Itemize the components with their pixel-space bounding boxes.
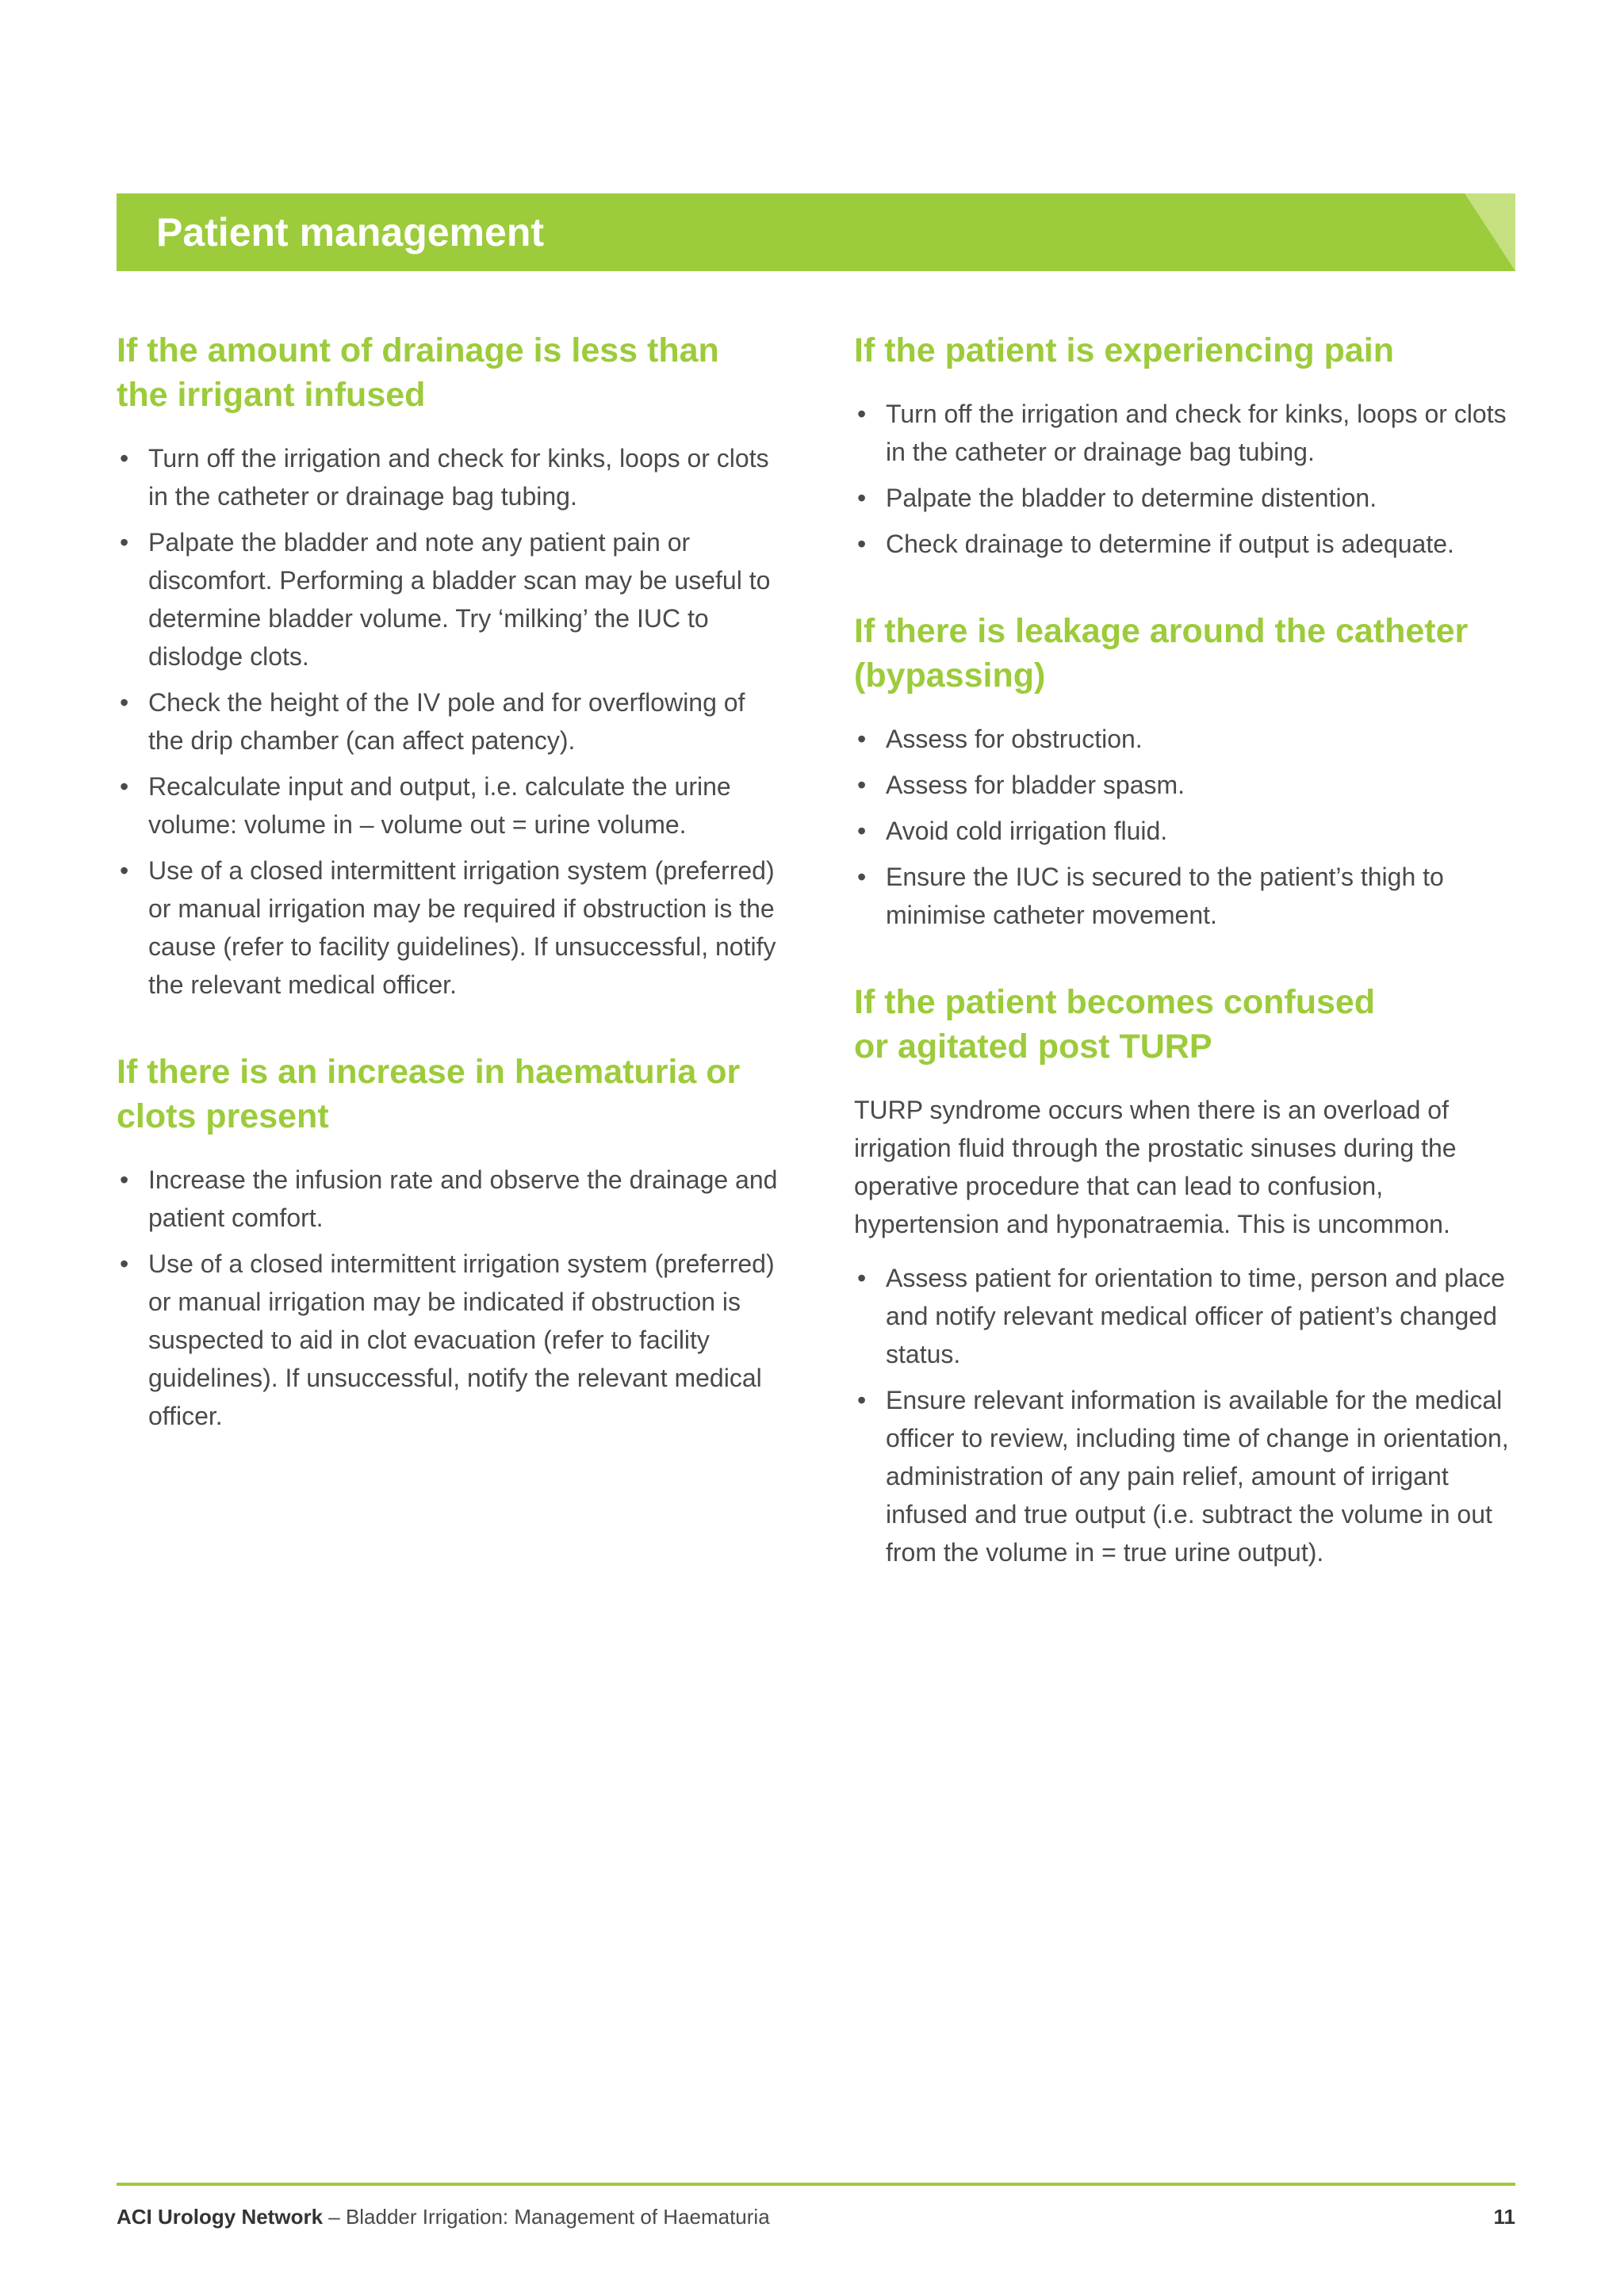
section-banner [117,193,1515,271]
bullet-icon: • [120,1165,129,1194]
list-item: • Recalculate input and output, i.e. calculate the urine volume: volume in – volume out = urine volume. [117,767,783,844]
bullet-icon: • [857,725,867,753]
list-item: • Assess for obstruction. [854,720,1515,758]
footer-document-title: – Bladder Irrigation: Management of Haematuria [323,2205,770,2229]
section-heading: If the patient becomes confused or agitated post TURP [854,983,1376,1066]
list-item: • Increase the infusion rate and observe the drainage and patient comfort. [117,1161,783,1237]
section-heading: If the amount of drainage is less than the irrigant infused [117,331,719,414]
bullet-icon: • [857,1386,867,1414]
section-pain [854,328,1515,563]
section-heading: If there is an increase in haematuria or clots present [117,1053,741,1135]
bullet-icon: • [120,528,129,557]
list-item: • Ensure the IUC is secured to the patient’s thigh to minimise catheter movement. [854,858,1515,934]
section-confused-turp [854,980,1515,1571]
section-heading: If the patient is experiencing pain [854,331,1394,369]
bullet-icon: • [857,817,867,845]
bullet-list [854,1259,1515,1571]
footer-divider [117,2183,1515,2186]
bullet-icon: • [857,400,867,428]
list-item: • Check drainage to determine if output is adequate. [854,525,1515,563]
list-item: • Assess for bladder spasm. [854,766,1515,804]
bullet-list [117,1161,783,1435]
bullet-icon: • [857,484,867,512]
bullet-list [117,439,783,1004]
footer-organisation: ACI Urology Network [117,2205,324,2229]
bullet-list [854,720,1515,934]
bullet-icon: • [120,688,129,717]
page-footer [117,2201,1515,2233]
list-item: • Use of a closed intermittent irrigation system (preferred) or manual irrigation may be indicated if obstruction is suspected to aid in clot evacuation (refer to facility guidelines). If unsuccessful, notify the relevant medical officer. [117,1245,783,1435]
list-item: • Palpate the bladder and note any patient pain or discomfort. Performing a bladder scan may be useful to determine bladder volume. Try ‘milking’ the IUC to dislodge clots. [117,523,783,675]
bullet-icon: • [857,863,867,891]
list-item: • Avoid cold irrigation fluid. [854,812,1515,850]
list-item: • Use of a closed intermittent irrigation system (preferred) or manual irrigation may be required if obstruction is the cause (refer to facility guidelines). If unsuccessful, notify the relevant medical officer. [117,851,783,1004]
list-item: • Ensure relevant information is available for the medical officer to review, including time of change in orientation, administration of any pain relief, amount of irrigant infused and true output (i.e. subtract the volume in out from the volume in = true urine output). [854,1381,1515,1571]
section-leakage [854,609,1515,934]
list-item: • Check the height of the IV pole and for overflowing of the drip chamber (can affect patency). [117,683,783,760]
section-heading: If there is leakage around the catheter (bypassing) [854,612,1469,695]
bullet-icon: • [120,1249,129,1278]
banner-title: Patient management [156,210,545,254]
bullet-list [854,395,1515,563]
section-drainage-less [117,328,783,1004]
right-column [854,328,1515,1617]
bullet-icon: • [120,856,129,885]
list-item: • Assess patient for orientation to time, person and place and notify relevant medical officer of patient’s changed status. [854,1259,1515,1373]
bullet-icon: • [857,771,867,799]
section-haematuria-increase [117,1050,783,1435]
turp-syndrome-paragraph: TURP syndrome occurs when there is an overload of irrigation fluid through the prostatic sinuses during the operative procedure that can lead to confusion, hypertension and hyponatraemia. This is uncommon. [854,1096,1457,1238]
bullet-icon: • [120,444,129,473]
page-number: 11 [1493,2205,1515,2229]
list-item: • Turn off the irrigation and check for kinks, loops or clots in the catheter or drainage bag tubing. [117,439,783,515]
banner-corner-decoration [1465,193,1515,271]
left-column [117,328,783,1481]
list-item: • Turn off the irrigation and check for kinks, loops or clots in the catheter or drainage bag tubing. [854,395,1515,471]
list-item: • Palpate the bladder to determine distention. [854,479,1515,517]
bullet-icon: • [857,530,867,558]
bullet-icon: • [120,772,129,801]
bullet-icon: • [857,1264,867,1292]
